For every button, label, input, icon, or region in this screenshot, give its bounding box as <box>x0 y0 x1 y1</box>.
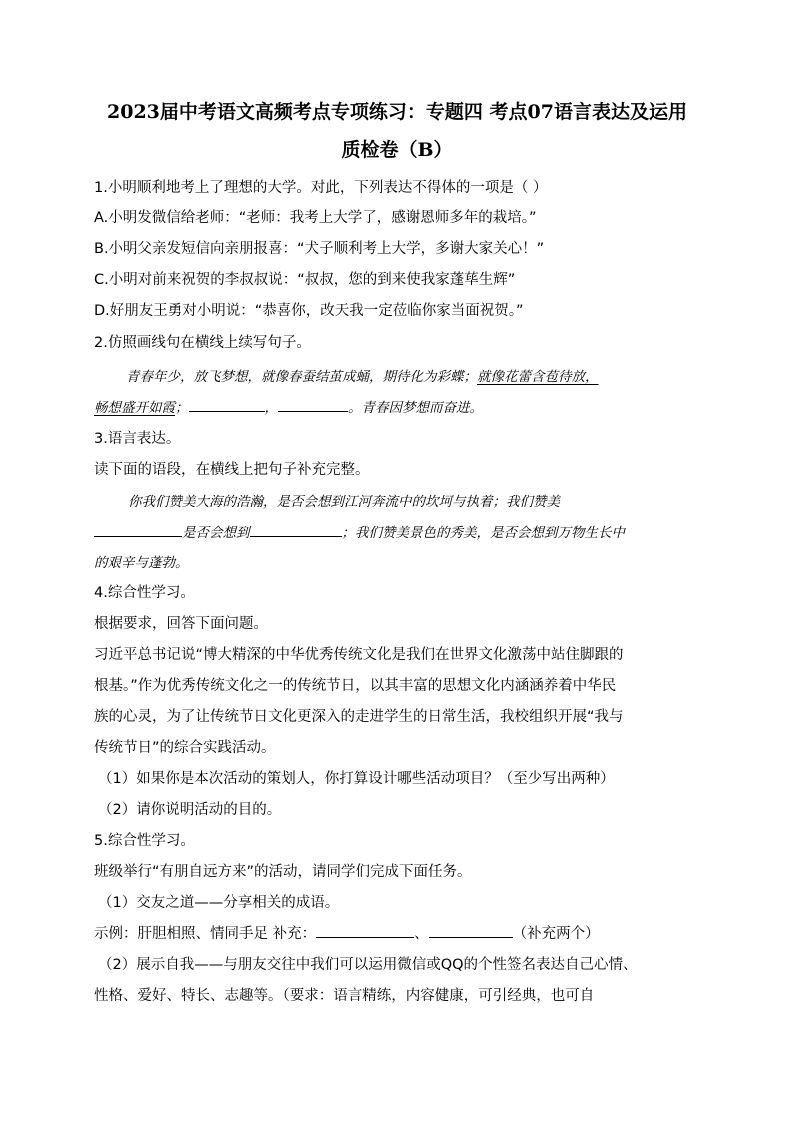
q1-option-b: B.小明父亲发短信向亲朋报喜：“犬子顺利考上大学，多谢大家关心！” <box>94 241 545 257</box>
q4-passage-line2: 根基。”作为优秀传统文化之一的传统节日，以其丰富的思想文化内涵涵养着中华民 <box>94 678 617 694</box>
q1-option-c: C.小明对前来祝贺的李叔叔说：“叔叔，您的到来使我家蓬荜生辉” <box>94 272 516 288</box>
q5-answer-blank-1[interactable] <box>316 923 414 938</box>
q2-separator-1: ； <box>175 400 189 416</box>
q4-passage-line3: 族的心灵，为了让传统节日文化更深入的走进学生的日常生活，我校组织开展“我与 <box>94 709 624 725</box>
q5-separator: 、 <box>414 926 429 942</box>
q1-option-a: A.小明发微信给老师：“老师：我考上大学了，感谢恩师多年的栽培。” <box>94 210 537 226</box>
q5-example-line <box>94 922 600 943</box>
q3-passage-text-b: ；我们赞美景色的秀美，是否会想到万物生长中 <box>341 525 625 541</box>
q5-answer-blank-2[interactable] <box>429 923 513 938</box>
q5-example-tail: （补充两个） <box>512 926 600 942</box>
q2-text-plain: 青春年少，放飞梦想，就像春蚕结茧成蛹，期待化为彩蝶； <box>126 369 477 385</box>
q2-text-line2 <box>94 396 483 416</box>
q3-instruction: 读下面的语段，在横线上把句子补充完整。 <box>94 462 370 478</box>
q2-text-tail: 。青春因梦想而奋进。 <box>348 400 483 416</box>
q4-passage-line1: 习近平总书记说“博大精深的中华优秀传统文化是我们在世界文化激荡中站住脚跟的 <box>94 647 624 663</box>
q2-answer-blank-1[interactable] <box>189 397 265 412</box>
q2-text-line1 <box>126 365 599 385</box>
q2-underlined-sentence-end: 畅想盛开如霞 <box>94 400 175 416</box>
q3-passage-line2 <box>94 521 625 541</box>
q3-answer-blank-1[interactable] <box>94 522 182 537</box>
q2-answer-blank-2[interactable] <box>278 397 348 412</box>
document-subtitle: 质检卷（B） <box>341 139 453 161</box>
q5-example-text: 示例：肝胆相照、情同手足 补充： <box>94 926 317 942</box>
q2-stem: 2.仿照画线句在横线上续写句子。 <box>94 335 311 351</box>
q4-passage-line4: 传统节日”的综合实践活动。 <box>94 740 276 756</box>
q4-instruction: 根据要求，回答下面问题。 <box>94 616 268 632</box>
q3-answer-blank-2[interactable] <box>250 522 342 537</box>
q3-passage-text-a: 是否会想到 <box>182 525 250 541</box>
q4-subquestion-2: （2）请你说明活动的目的。 <box>98 802 282 818</box>
q5-subquestion-2-line1: （2）展示自我——与朋友交往中我们可以运用微信或QQ的个性签名表达自己心情、 <box>98 957 638 973</box>
q5-subquestion-2-line2: 性格、爱好、特长、志趣等。（要求：语言精练，内容健康，可引经典，也可自 <box>94 988 595 1004</box>
q3-stem: 3.语言表达。 <box>94 431 181 447</box>
q2-separator-2: ， <box>264 400 278 416</box>
q5-subquestion-1: （1）交友之道——分享相关的成语。 <box>98 895 340 911</box>
q4-stem: 4.综合性学习。 <box>94 585 195 601</box>
q2-underlined-sentence: 就像花蕾含苞待放， <box>477 369 599 385</box>
q1-option-d: D.好朋友王勇对小明说：“恭喜你，改天我一定莅临你家当面祝贺。” <box>94 303 524 319</box>
q5-stem: 5.综合性学习。 <box>94 833 195 849</box>
q5-instruction: 班级举行“有朋自远方来”的活动，请同学们完成下面任务。 <box>94 864 472 880</box>
q1-stem: 1.小明顺利地考上了理想的大学。对此，下列表达不得体的一项是（ ） <box>94 180 548 196</box>
q3-passage-line3: 的艰辛与蓬勃。 <box>94 555 189 571</box>
q4-subquestion-1: （1）如果你是本次活动的策划人，你打算设计哪些活动项目？（至少写出两种） <box>98 771 615 787</box>
q3-passage-line1: 你我们赞美大海的浩瀚，是否会想到江河奔流中的坎坷与执着；我们赞美 <box>128 494 560 510</box>
document-title: 2023届中考语文高频考点专项练习：专题四 考点07语言表达及运用 <box>107 101 687 123</box>
